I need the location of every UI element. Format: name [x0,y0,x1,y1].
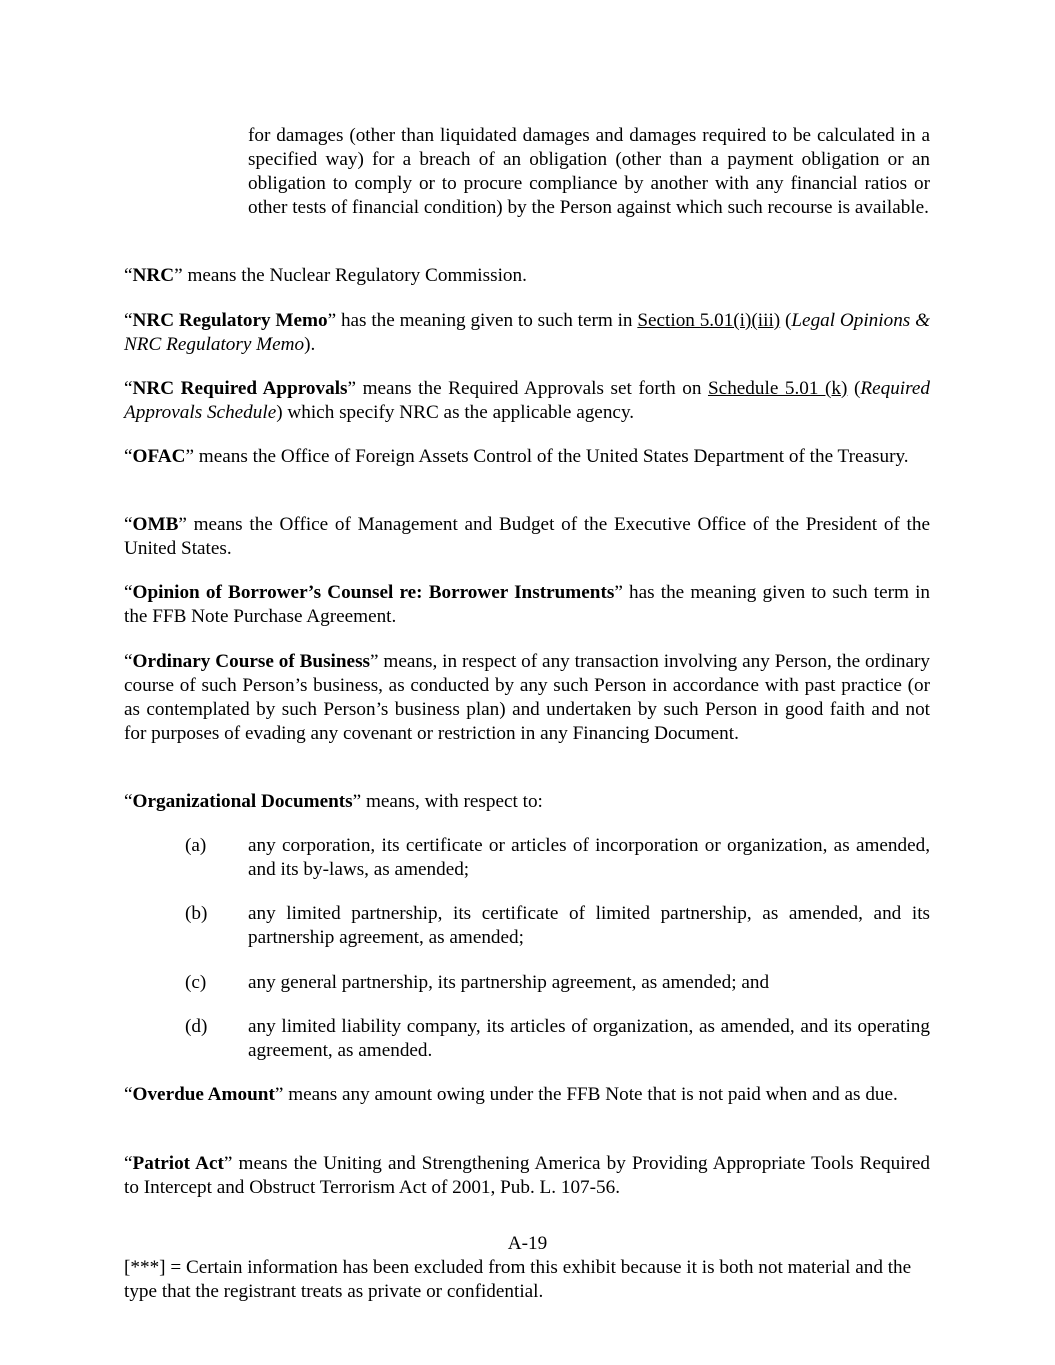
list-item-label: (a) [185,835,207,856]
list-item-label: (c) [185,972,207,993]
confidentiality-footnote: [***] = Certain information has been excluded from this exhibit because it is both not material and the type that the registrant treats as private or confidential. [124,1257,912,1302]
definition-opinion-of-borrowers-counsel: “Opinion of Borrower’s Counsel re: Borrower Instruments” has the meaning given to such term in the FFB Note Purchase Agreement. [124,582,930,627]
definition-nrc-required-approvals: “NRC Required Approvals” means the Required Approvals set forth on Schedule 5.01 (k) (Required Approvals Schedule) which specify NRC as the applicable agency. [124,378,930,423]
term-nrc: NRC [132,265,175,286]
term-ordinary-course-of-business: Ordinary Course of Business [132,651,371,672]
term-patriot-act: Patriot Act [132,1153,224,1174]
term-opinion-of-borrowers-counsel: Opinion of Borrower’s Counsel re: Borrower Instruments [132,582,615,603]
term-omb: OMB [132,514,179,535]
list-item-label: (d) [185,1016,208,1037]
carryover-paragraph: for damages (other than liquidated damages and damages required to be calculated in a specified way) for a breach of an obligation (other than a payment obligation or an obligation to comply or to procure compliance by another with any financial ratios or other tests of financial condition) by the Person against which such recourse is available. [248,125,930,218]
definition-ofac: “OFAC” means the Office of Foreign Assets Control of the United States Department of the Treasury. [124,446,909,467]
term-overdue-amount: Overdue Amount [132,1084,275,1105]
term-nrc-regulatory-memo: NRC Regulatory Memo [132,310,328,331]
page-number: A-19 [507,1233,548,1254]
definition-organizational-documents: “Organizational Documents” means, with respect to: [124,791,543,812]
term-nrc-required-approvals: NRC Required Approvals [132,378,348,399]
definition-nrc: “NRC” means the Nuclear Regulatory Commission. [124,265,527,286]
definition-overdue-amount: “Overdue Amount” means any amount owing under the FFB Note that is not paid when and as due. [124,1084,898,1105]
list-item-text: any limited liability company, its articles of organization, as amended, and its operating agreement, as amended. [248,1016,930,1061]
definition-patriot-act: “Patriot Act” means the Uniting and Strengthening America by Providing Appropriate Tools Required to Intercept and Obstruct Terrorism Act of 2001, Pub. L. 107-56. [124,1153,930,1198]
definition-nrc-regulatory-memo: “NRC Regulatory Memo” has the meaning given to such term in Section 5.01(i)(iii) (Legal Opinions & NRC Regulatory Memo). [124,310,930,355]
definition-omb: “OMB” means the Office of Management and Budget of the Executive Office of the President of the United States. [124,514,930,559]
list-item-text: any limited partnership, its certificate of limited partnership, as amended, and its partnership agreement, as amended; [248,903,930,948]
list-item-label: (b) [185,903,208,924]
cross-reference-schedule: Schedule 5.01 (k) [708,378,848,399]
list-item-text: any general partnership, its partnership agreement, as amended; and [248,972,770,993]
term-ofac: OFAC [132,446,186,467]
cross-reference-section: Section 5.01(i)(iii) [637,310,781,331]
list-item-text: any corporation, its certificate or articles of incorporation or organization, as amended, and its by-laws, as amended; [248,835,930,880]
term-organizational-documents: Organizational Documents [132,791,353,812]
definition-ordinary-course-of-business: “Ordinary Course of Business” means, in respect of any transaction involving any Person, the ordinary course of such Person’s business, as conducted by any such Person in accordance with past practice (or as contemplated by such Person’s business plan) and undertaken by such Person in good faith and not for purposes of evading any covenant or restriction in any Financing Document. [124,651,930,744]
